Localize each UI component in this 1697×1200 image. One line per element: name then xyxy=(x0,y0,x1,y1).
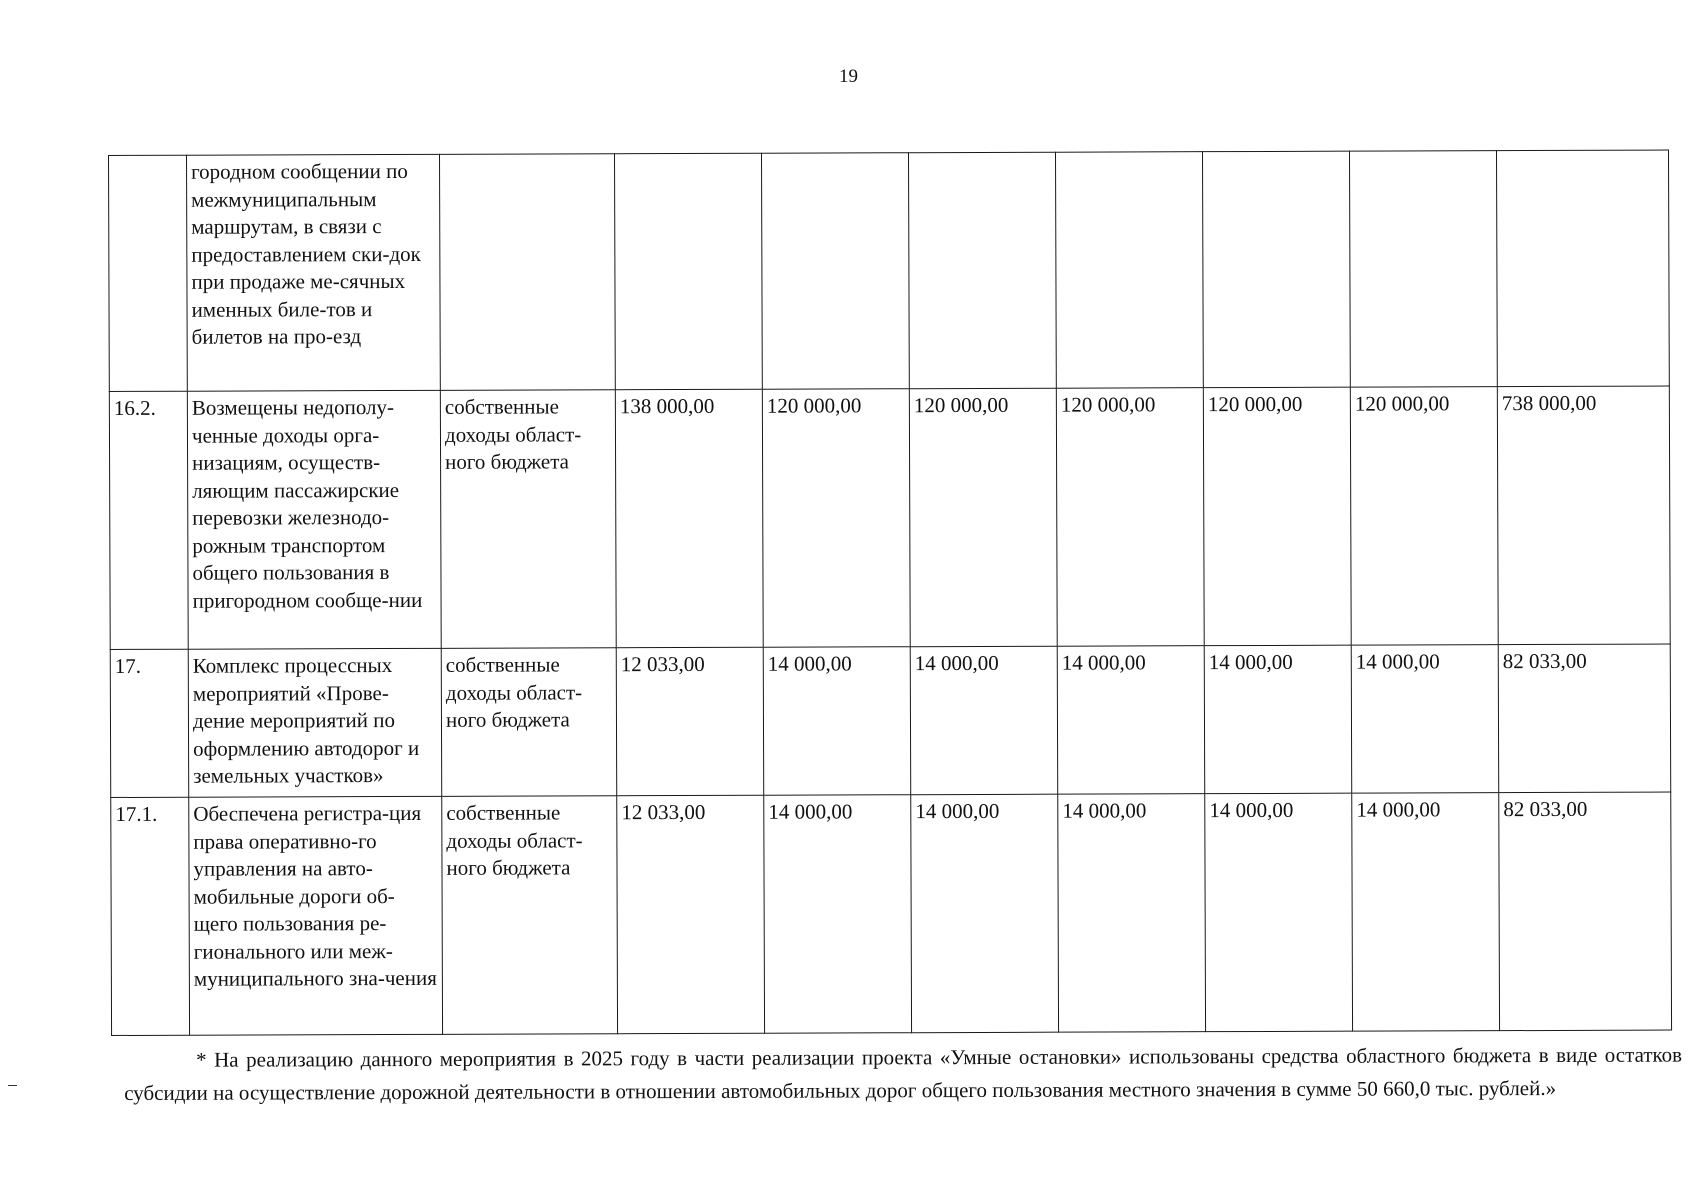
row-number-cell xyxy=(109,155,188,391)
funding-source-cell: собственные доходы област-ного бюджета xyxy=(442,796,618,1035)
measure-name-cell: Обеспечена регистра-ция права оперативно-го управления на авто-мобильные дороги об-щего пользования ре-гионального или меж-муниципального зна-чения xyxy=(189,796,443,1035)
amount-cell: 120 000,00 xyxy=(909,388,1057,647)
amount-cell: 120 000,00 xyxy=(1350,387,1498,646)
row-number-cell: 16.2. xyxy=(109,391,188,649)
funding-source-cell: собственные доходы област-ного бюджета xyxy=(440,390,616,649)
budget-table-container xyxy=(108,150,1671,1036)
table-row xyxy=(109,386,1670,649)
amount-cell: 14 000,00 xyxy=(1205,793,1353,1032)
amount-cell: 14 000,00 xyxy=(1057,646,1205,795)
table-row xyxy=(109,150,1670,391)
table-row xyxy=(110,644,1671,797)
amount-cell: 12 033,00 xyxy=(617,795,765,1034)
page-number: 19 xyxy=(839,66,858,87)
amount-cell xyxy=(614,153,762,390)
measure-name-cell: Возмещены недополу-ченные доходы орга-низациям, осуществ-ляющим пассажирские перевозки железнодо-рожным транспортом общего пользования в пригородном сообще-нии xyxy=(187,390,441,649)
amount-cell: 138 000,00 xyxy=(615,389,763,648)
funding-source-cell xyxy=(439,154,615,391)
amount-cell: 14 000,00 xyxy=(1204,645,1352,794)
total-cell: 82 033,00 xyxy=(1499,792,1672,1031)
footnote xyxy=(124,1039,1682,1110)
amount-cell xyxy=(1055,152,1203,389)
table-row xyxy=(111,792,1672,1035)
row-number-cell: 17.1. xyxy=(111,797,190,1035)
row-number-cell: 17. xyxy=(110,649,189,797)
total-cell: 738 000,00 xyxy=(1497,386,1670,645)
measure-name-cell: Комплекс процессных мероприятий «Прове-дение мероприятий по оформлению автодорог и земельных участков» xyxy=(188,648,442,797)
amount-cell: 14 000,00 xyxy=(911,794,1059,1033)
amount-cell: 14 000,00 xyxy=(763,647,911,796)
amount-cell: 14 000,00 xyxy=(764,795,912,1034)
amount-cell: 120 000,00 xyxy=(1056,388,1204,647)
amount-cell xyxy=(761,153,909,390)
amount-cell: 120 000,00 xyxy=(762,389,910,648)
budget-table xyxy=(108,150,1672,1036)
footnote-text: * На реализацию данного мероприятия в 2025 году в части реализации проекта «Умные остановки» использованы средства областного бюджета в виде остатков субсидии на осуществление дорожной деятельности в отношении автомобильных дорог общего пользования местного значения в сумме 50 660,0 тыс. рублей.» xyxy=(124,1042,1683,1105)
amount-cell: 12 033,00 xyxy=(616,647,764,796)
amount-cell: 14 000,00 xyxy=(1058,794,1206,1033)
total-cell: 82 033,00 xyxy=(1498,644,1671,793)
measure-name-cell: городном сообщении по межмуниципальным маршрутам, в связи с предоставлением ски-док при продаже ме-сячных именных биле-тов и билетов на про-езд xyxy=(187,154,441,391)
amount-cell xyxy=(908,152,1056,389)
amount-cell xyxy=(1349,151,1497,388)
amount-cell: 14 000,00 xyxy=(1351,645,1499,794)
amount-cell: 14 000,00 xyxy=(910,646,1058,795)
margin-dash xyxy=(8,1085,17,1086)
amount-cell xyxy=(1202,151,1350,388)
amount-cell: 120 000,00 xyxy=(1203,387,1351,646)
total-cell xyxy=(1496,150,1669,387)
funding-source-cell: собственные доходы област-ного бюджета xyxy=(441,648,617,797)
amount-cell: 14 000,00 xyxy=(1352,793,1500,1032)
